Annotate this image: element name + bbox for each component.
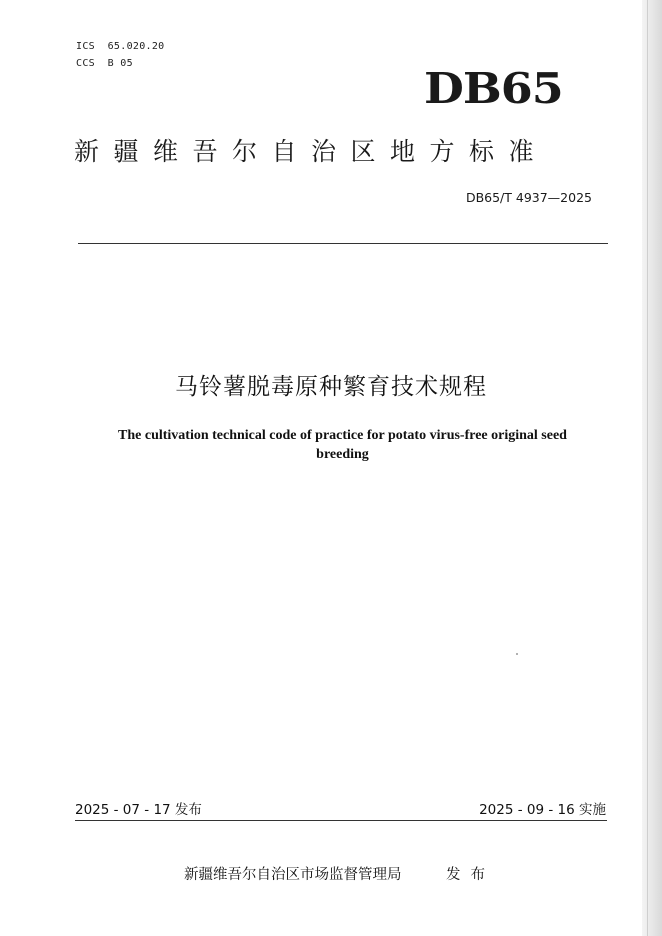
- document-title-chinese: 马铃薯脱毒原种繁育技术规程: [175, 374, 487, 400]
- standard-logo: DB65: [424, 63, 563, 113]
- scan-edge-line: [647, 0, 648, 936]
- issuing-action: 发布: [446, 867, 495, 883]
- implementation-date: 2025 - 09 - 16 实施: [479, 802, 606, 818]
- ccs-code: CCS B 05: [76, 58, 133, 69]
- standard-number: DB65/T 4937—2025: [465, 190, 592, 205]
- issuing-authority: 新疆维吾尔自治区市场监督管理局: [184, 867, 402, 883]
- classification-codes: [76, 38, 165, 72]
- document-title-english: The cultivation technical code of practice for potato virus-free original seed breeding: [118, 428, 567, 462]
- scan-speck: [516, 653, 518, 655]
- ics-code: ICS 65.020.20: [76, 41, 165, 52]
- issue-date: 2025 - 07 - 17 发布: [75, 802, 202, 818]
- scan-edge-shadow: [642, 0, 662, 936]
- standard-category-title: 新疆维吾尔自治区地方标准: [74, 137, 549, 166]
- header-divider: [78, 243, 608, 244]
- footer-divider: [75, 820, 607, 821]
